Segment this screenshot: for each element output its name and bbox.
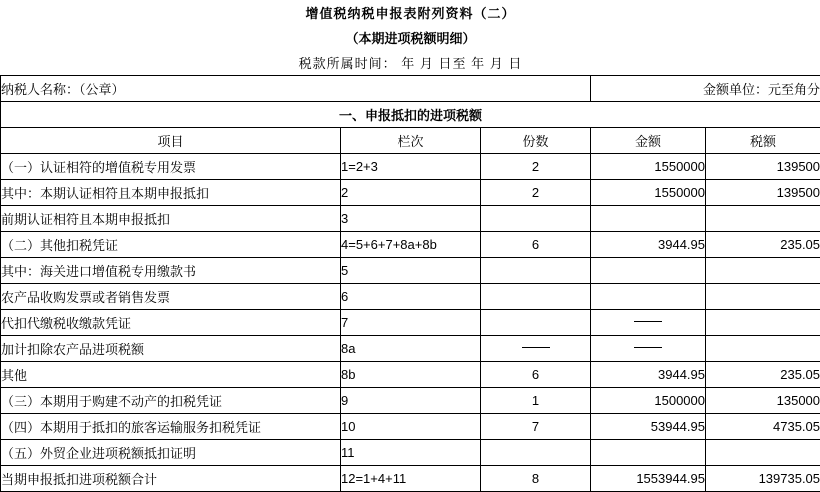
taxpayer-name-label: 纳税人名称：（公章）: [1, 76, 591, 102]
row-count: 2: [481, 154, 591, 180]
row-item-label: 其中：本期认证相符且本期申报抵扣: [1, 180, 341, 206]
col-header-item: 项目: [1, 128, 341, 154]
col-header-tax: 税额: [706, 128, 820, 154]
row-amount: 53944.95: [591, 414, 706, 440]
row-count: 7: [481, 414, 591, 440]
row-amount: [591, 258, 706, 284]
row-tax: 235.05: [706, 362, 820, 388]
row-count: [481, 258, 591, 284]
dash-mark: [522, 347, 550, 348]
table-row: [1, 388, 820, 414]
row-count: [481, 284, 591, 310]
row-item-label: （四）本期用于抵扣的旅客运输服务扣税凭证: [1, 414, 341, 440]
row-line-no: 11: [341, 440, 481, 466]
row-amount: 3944.95: [591, 232, 706, 258]
table-row: [1, 206, 820, 232]
row-line-no: 9: [341, 388, 481, 414]
row-tax: [706, 310, 820, 336]
row-item-label: （二）其他扣税凭证: [1, 232, 341, 258]
row-line-no: 4=5+6+7+8a+8b: [341, 232, 481, 258]
row-amount: [591, 284, 706, 310]
row-line-no: 1=2+3: [341, 154, 481, 180]
row-amount: 1550000: [591, 154, 706, 180]
dash-mark: [634, 347, 662, 348]
row-item-label: 其中：海关进口增值税专用缴款书: [1, 258, 341, 284]
row-item-label: （一）认证相符的增值税专用发票: [1, 154, 341, 180]
row-amount: 3944.95: [591, 362, 706, 388]
table-row: [1, 310, 820, 336]
row-amount: [591, 206, 706, 232]
row-line-no: 3: [341, 206, 481, 232]
taxpayer-row: [1, 76, 820, 102]
table-row: [1, 440, 820, 466]
row-count: [481, 310, 591, 336]
col-header-amount: 金额: [591, 128, 706, 154]
subtitle-row: [1, 25, 820, 50]
row-tax: 4735.05: [706, 414, 820, 440]
period-line: 税款所属时间： 年 月 日至 年 月 日: [1, 50, 820, 76]
row-tax: [706, 258, 820, 284]
row-item-label: （五）外贸企业进项税额抵扣证明: [1, 440, 341, 466]
row-item-label: 当期申报抵扣进项税额合计: [1, 466, 341, 492]
row-line-no: 5: [341, 258, 481, 284]
row-line-no: 8a: [341, 336, 481, 362]
row-line-no: 6: [341, 284, 481, 310]
row-item-label: 其他: [1, 362, 341, 388]
row-count: [481, 206, 591, 232]
row-line-no: 10: [341, 414, 481, 440]
col-header-count: 份数: [481, 128, 591, 154]
section-title: 一、申报抵扣的进项税额: [1, 102, 820, 128]
amount-unit-label: 金额单位：元至角分: [591, 76, 820, 102]
row-tax: 235.05: [706, 232, 820, 258]
section-header-row: [1, 102, 820, 128]
row-item-label: 加计扣除农产品进项税额: [1, 336, 341, 362]
row-line-no: 7: [341, 310, 481, 336]
table-row-total: [1, 466, 820, 492]
table-row: [1, 362, 820, 388]
row-item-label: 农产品收购发票或者销售发票: [1, 284, 341, 310]
document-subtitle: （本期进项税额明细）: [1, 25, 820, 50]
row-tax: [706, 336, 820, 362]
document-title: 增值税纳税申报表附列资料（二）: [1, 0, 820, 25]
column-header-row: [1, 128, 820, 154]
row-amount: 1553944.95: [591, 466, 706, 492]
title-row: [1, 0, 820, 25]
row-count: 2: [481, 180, 591, 206]
row-tax: 139500: [706, 180, 820, 206]
row-tax: [706, 206, 820, 232]
row-tax: 139735.05: [706, 466, 820, 492]
row-item-label: 前期认证相符且本期申报抵扣: [1, 206, 341, 232]
row-line-no: 2: [341, 180, 481, 206]
row-tax: [706, 440, 820, 466]
col-header-line-no: 栏次: [341, 128, 481, 154]
table-row: [1, 414, 820, 440]
table-row: [1, 284, 820, 310]
table-row: [1, 154, 820, 180]
row-item-label: （三）本期用于购建不动产的扣税凭证: [1, 388, 341, 414]
row-item-label: 代扣代缴税收缴款凭证: [1, 310, 341, 336]
row-tax: [706, 284, 820, 310]
row-tax: 135000: [706, 388, 820, 414]
row-count: [481, 440, 591, 466]
row-count: 6: [481, 232, 591, 258]
table-row: [1, 180, 820, 206]
period-row: [1, 50, 820, 76]
row-amount: 1500000: [591, 388, 706, 414]
row-count: 8: [481, 466, 591, 492]
row-line-no: 12=1+4+11: [341, 466, 481, 492]
row-line-no: 8b: [341, 362, 481, 388]
table-row: [1, 258, 820, 284]
row-count: 6: [481, 362, 591, 388]
table-row: [1, 232, 820, 258]
row-count-dash: [481, 336, 591, 362]
row-count: 1: [481, 388, 591, 414]
dash-mark: [634, 321, 662, 322]
row-tax: 139500: [706, 154, 820, 180]
row-amount-dash: [591, 336, 706, 362]
row-amount: [591, 440, 706, 466]
row-amount: 1550000: [591, 180, 706, 206]
table-row: [1, 336, 820, 362]
row-amount-dash: [591, 310, 706, 336]
